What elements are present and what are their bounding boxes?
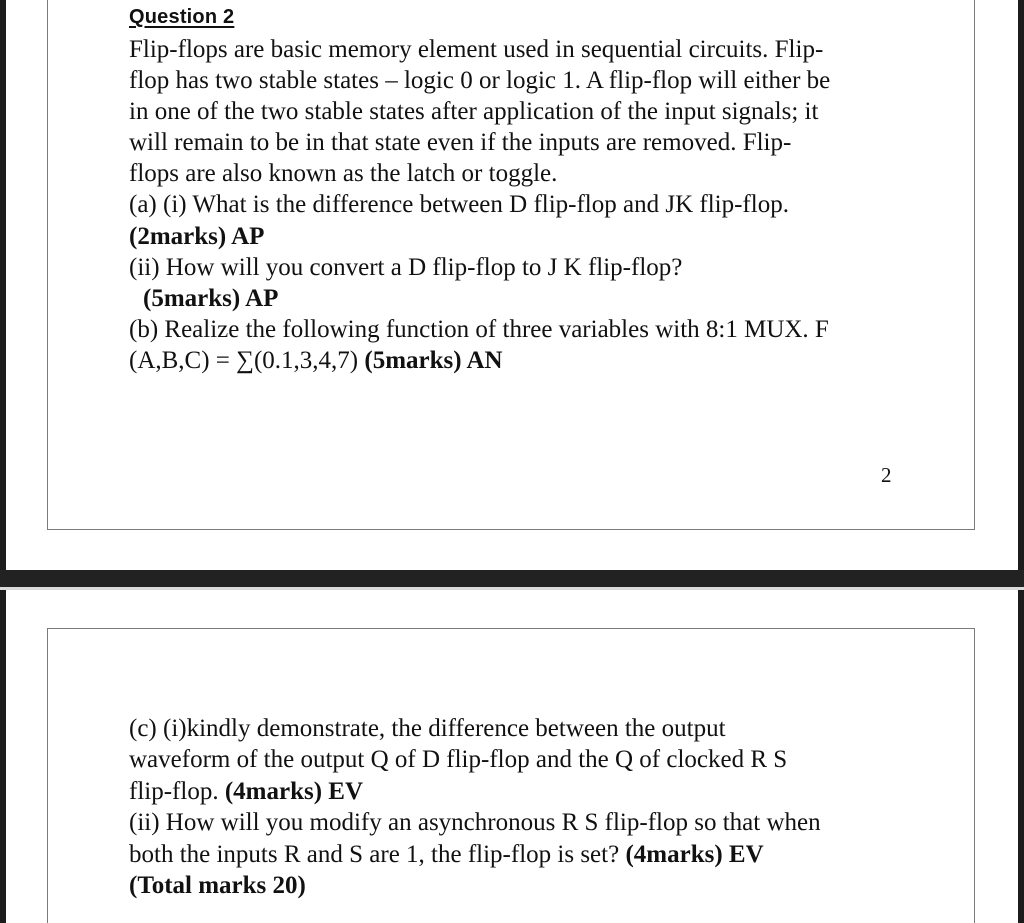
part-c-i-line-3 xyxy=(129,777,363,807)
page-separator-shadow xyxy=(0,587,1024,590)
right-edge-bar xyxy=(1018,0,1024,923)
part-b-question-line-1: (b) Realize the following function of three variables with 8:1 MUX. F xyxy=(129,316,829,343)
part-c-i-line-1: (c) (i)kindly demonstrate, the difference between the output xyxy=(129,715,726,742)
left-edge-bar xyxy=(0,0,6,923)
page-separator xyxy=(0,570,1024,587)
part-a-ii-marks: (5marks) AP xyxy=(143,285,279,312)
intro-line-3: in one of the two stable states after application of the input signals; it xyxy=(129,98,819,125)
part-c-ii-text: both the inputs R and S are 1, the flip-flop is set? xyxy=(129,841,626,868)
question-heading: Question 2 xyxy=(129,6,235,28)
part-a-i-question: (a) (i) What is the difference between D flip-flop and JK flip-flop. xyxy=(129,191,789,218)
intro-line-5: flops are also known as the latch or toggle. xyxy=(129,160,558,187)
part-c-i-line-2: waveform of the output Q of D flip-flop and the Q of clocked R S xyxy=(129,746,788,773)
part-c-i-marks: (4marks) EV xyxy=(224,778,364,805)
intro-line-1: Flip-flops are basic memory element used in sequential circuits. Flip- xyxy=(129,36,824,63)
part-a-ii-question: (ii) How will you convert a D flip-flop to J K flip-flop? xyxy=(129,254,683,281)
part-c-i-text: flip-flop. xyxy=(129,778,225,805)
part-b-function: (A,B,C) = ∑(0.1,3,4,7) xyxy=(129,347,365,374)
page-number: 2 xyxy=(881,463,892,487)
total-marks: (Total marks 20) xyxy=(129,872,306,899)
part-b-question-line-2 xyxy=(129,346,503,376)
part-b-marks: (5marks) AN xyxy=(364,347,503,374)
part-c-ii-line-1: (ii) How will you modify an asynchronous R S flip-flop so that when xyxy=(129,809,821,836)
part-a-i-marks: (2marks) AP xyxy=(129,223,265,250)
part-c-ii-marks: (4marks) EV xyxy=(625,841,764,868)
intro-line-2: flop has two stable states – logic 0 or logic 1. A flip-flop will either be xyxy=(129,67,831,94)
intro-line-4: will remain to be in that state even if the inputs are removed. Flip- xyxy=(129,129,792,156)
part-c-ii-line-2 xyxy=(129,840,764,870)
